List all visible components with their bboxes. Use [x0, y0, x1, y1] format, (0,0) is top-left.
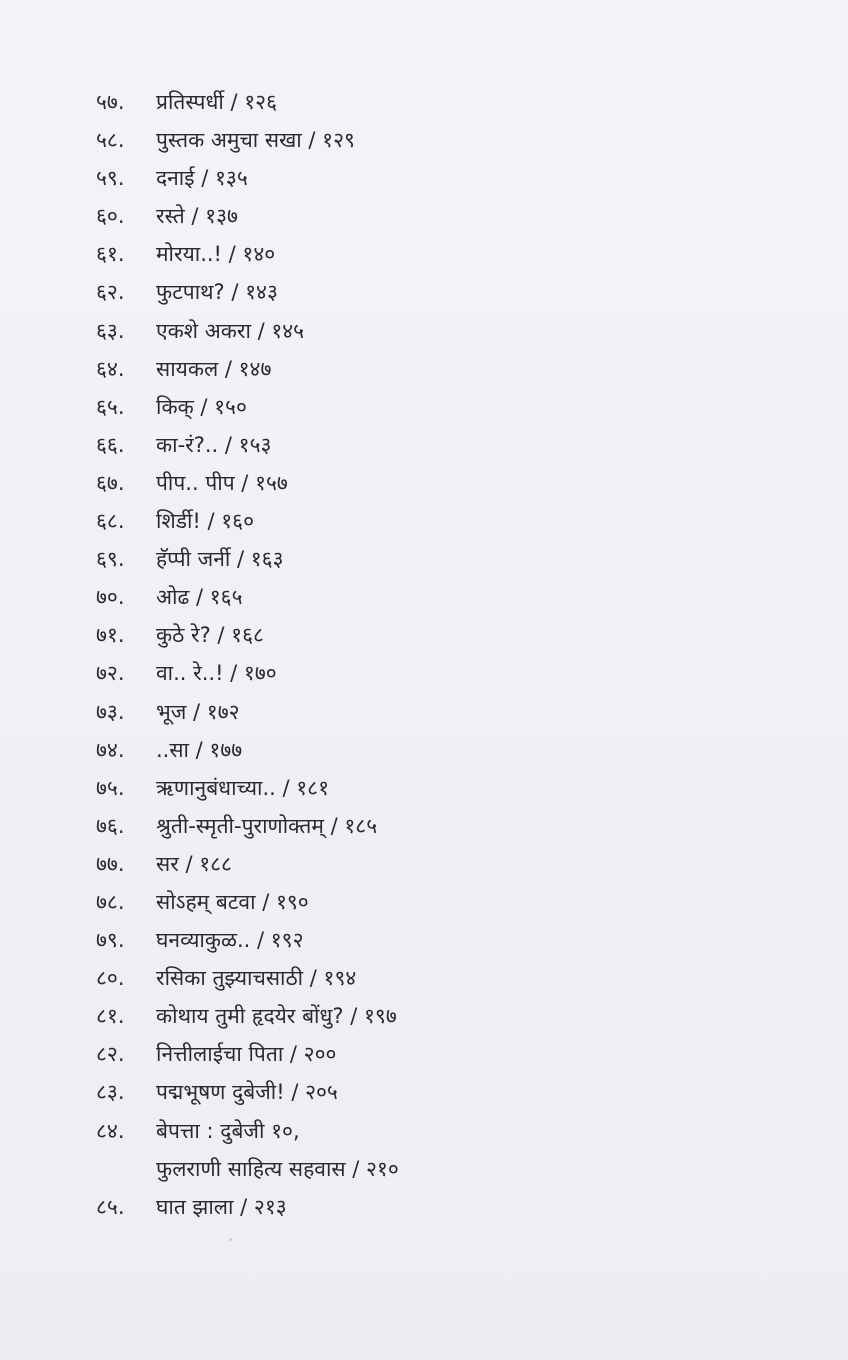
toc-entry: [96, 1188, 399, 1226]
entry-number: ५९.: [96, 166, 125, 191]
entry-title-continued: फुलराणी साहित्य सहवास / २१०: [156, 1156, 399, 1181]
entry-title: घात झाला / २१३: [156, 1194, 287, 1219]
entry-title: प्रतिस्पर्धी / १२६: [156, 90, 277, 114]
entry-number: ८५.: [96, 1194, 125, 1219]
entry-number: ८३.: [96, 1080, 125, 1105]
entry-number: ६५.: [96, 394, 125, 419]
entry-number: ६६.: [96, 432, 125, 457]
entry-title: हॅप्पी जर्नी / १६३: [156, 547, 284, 572]
toc-entry: [96, 502, 399, 540]
entry-number: ८२.: [96, 1042, 125, 1067]
entry-title: पद्मभूषण दुबेजी! / २०५: [156, 1080, 338, 1105]
toc-entry: [96, 731, 399, 769]
entry-title: दनाई / १३५: [156, 166, 248, 191]
table-of-contents: [96, 83, 399, 1226]
toc-entry: [96, 578, 399, 616]
entry-number: ६७.: [96, 470, 125, 495]
toc-entry: [96, 959, 399, 997]
toc-entry: [96, 1035, 399, 1073]
entry-title: एकशे अकरा / १४५: [156, 318, 305, 343]
entry-number: ८०.: [96, 966, 125, 991]
entry-number: ५७.: [96, 90, 125, 114]
entry-title: का-रं?.. / १५३: [156, 432, 272, 457]
paper-speck: [229, 1238, 232, 1241]
entry-title: ओढ / १६५: [156, 585, 243, 610]
entry-title: रस्ते / १३७: [156, 204, 238, 229]
entry-title: किक् / १५०: [156, 394, 247, 419]
entry-number: ७३.: [96, 699, 125, 724]
toc-entry: [96, 693, 399, 731]
entry-title: फुटपाथ? / १४३: [156, 280, 278, 305]
toc-entry: [96, 540, 399, 578]
entry-title: ऋणानुबंधाच्या.. / १८१: [156, 775, 330, 800]
toc-entry: [96, 921, 399, 959]
entry-number: ७६.: [96, 813, 125, 838]
entry-title: पुस्तक अमुचा सखा / १२९: [156, 128, 355, 153]
toc-entry: [96, 235, 399, 273]
entry-title: सर / १८८: [156, 851, 232, 876]
entry-title: रसिका तुझ्याचसाठी / १९४: [156, 966, 357, 991]
entry-number: ६२.: [96, 280, 125, 305]
toc-entry: [96, 883, 399, 921]
toc-entry: [96, 197, 399, 235]
entry-title: सोऽहम् बटवा / १९०: [156, 889, 309, 914]
toc-entry: [96, 312, 399, 350]
toc-entry: [96, 350, 399, 388]
entry-number: ७२.: [96, 661, 125, 686]
toc-entry: [96, 845, 399, 883]
toc-entry: [96, 426, 399, 464]
toc-entry: [96, 997, 399, 1035]
entry-title: कोथाय तुमी हृदयेर बोंधु? / १९७: [156, 1004, 397, 1029]
entry-title: घनव्याकुळ.. / १९२: [156, 928, 304, 953]
toc-entry: [96, 83, 399, 121]
toc-entry: [96, 616, 399, 654]
entry-title: कुठे रे? / १६८: [156, 623, 264, 648]
entry-number: ६९.: [96, 547, 125, 572]
toc-entry: [96, 273, 399, 311]
toc-entry: [96, 121, 399, 159]
entry-number: ६१.: [96, 242, 125, 267]
entry-number: ५८.: [96, 128, 125, 153]
entry-number: ६८.: [96, 509, 125, 534]
toc-entry: [96, 769, 399, 807]
toc-entry: [96, 464, 399, 502]
entry-title: बेपत्ता : दुबेजी १०,: [156, 1118, 300, 1143]
entry-title: श्रुती-स्मृती-पुराणोक्तम् / १८५: [156, 813, 378, 838]
entry-number: ७८.: [96, 889, 125, 914]
entry-number: ७०.: [96, 585, 125, 610]
entry-number: ७४.: [96, 737, 125, 762]
entry-title: वा.. रे..! / १७०: [156, 661, 277, 686]
toc-entry: [96, 807, 399, 845]
toc-entry: [96, 388, 399, 426]
entry-title: ..सा / १७७: [156, 737, 243, 762]
entry-title: पीप.. पीप / १५७: [156, 470, 288, 495]
toc-entry: [96, 159, 399, 197]
entry-number: ७९.: [96, 928, 125, 953]
entry-number: ६४.: [96, 356, 125, 381]
entry-title: सायकल / १४७: [156, 356, 272, 381]
entry-number: ७५.: [96, 775, 125, 800]
entry-number: ६३.: [96, 318, 125, 343]
entry-number: ७१.: [96, 623, 125, 648]
entry-title: शिर्डी! / १६०: [156, 509, 254, 534]
toc-entry: [96, 1073, 399, 1111]
entry-title: मोरया..! / १४०: [156, 242, 276, 267]
entry-number: ८१.: [96, 1004, 125, 1029]
toc-entry: [96, 1112, 399, 1188]
entry-number: ६०.: [96, 204, 125, 229]
entry-title: भूज / १७२: [156, 699, 240, 724]
entry-number: ७७.: [96, 851, 125, 876]
entry-title: नित्तीलाईचा पिता / २००: [156, 1042, 337, 1067]
toc-entry: [96, 654, 399, 692]
entry-number: ८४.: [96, 1118, 125, 1143]
